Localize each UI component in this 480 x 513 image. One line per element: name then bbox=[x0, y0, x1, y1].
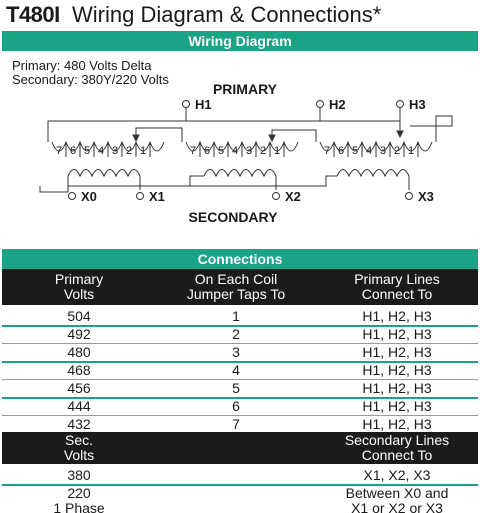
header-sec-volts bbox=[2, 433, 156, 463]
h-terminal-label: H3 bbox=[409, 97, 426, 112]
tap-number: 2 bbox=[393, 145, 401, 157]
primary-wire bbox=[136, 128, 182, 142]
tap-number: 6 bbox=[69, 145, 77, 157]
header-secondary-lines bbox=[316, 433, 478, 463]
header-line: On Each Coil bbox=[194, 271, 278, 287]
terminal-circle bbox=[183, 101, 190, 108]
arrow-head bbox=[269, 135, 275, 141]
table-row bbox=[2, 415, 478, 433]
primary-table-header bbox=[2, 269, 478, 305]
header-line: Sec. bbox=[64, 432, 93, 448]
table-row bbox=[2, 379, 478, 397]
terminal-circle bbox=[137, 193, 144, 200]
cell-line: X1 or X2 or X3 bbox=[351, 500, 443, 513]
h-terminal-label: H1 bbox=[195, 97, 212, 112]
x-terminal-label: X0 bbox=[81, 189, 97, 204]
title-text: Wiring Diagram & Connections* bbox=[72, 2, 382, 27]
table-cell: 444 bbox=[67, 397, 91, 414]
header-line: Connect To bbox=[361, 286, 433, 302]
table-cell: 2 bbox=[232, 325, 240, 342]
table-cell: 5 bbox=[232, 379, 240, 396]
header-primary-lines bbox=[316, 272, 478, 302]
primary-wire bbox=[272, 130, 316, 142]
table-cell: 456 bbox=[67, 379, 91, 396]
arrow-head bbox=[133, 135, 139, 141]
table-cell: H1, H2, H3 bbox=[362, 325, 432, 342]
secondary-label: SECONDARY bbox=[188, 209, 278, 225]
primary-wire bbox=[48, 121, 400, 142]
terminal-circle bbox=[273, 193, 280, 200]
table-cell: 468 bbox=[67, 361, 91, 378]
tap-number: 4 bbox=[365, 145, 373, 157]
table-cell bbox=[316, 486, 478, 513]
table-cell: H1, H2, H3 bbox=[362, 397, 432, 414]
table-cell bbox=[316, 468, 478, 483]
tap-number: 2 bbox=[259, 145, 267, 157]
tap-number: 6 bbox=[203, 145, 211, 157]
tap-number: 4 bbox=[231, 145, 239, 157]
table-row bbox=[2, 466, 478, 484]
secondary-table-header bbox=[2, 432, 478, 464]
wiring-diagram-header: Wiring Diagram bbox=[2, 31, 478, 51]
primary-label: PRIMARY bbox=[212, 81, 278, 97]
table-cell: 432 bbox=[67, 415, 91, 432]
table-cell: 7 bbox=[232, 415, 240, 432]
h-terminal-label: H2 bbox=[329, 97, 346, 112]
table-cell: H1, H2, H3 bbox=[362, 361, 432, 378]
secondary-coil bbox=[204, 170, 276, 177]
tap-number: 1 bbox=[139, 145, 147, 157]
table-row bbox=[2, 361, 478, 379]
x-terminal-label: X1 bbox=[149, 189, 165, 204]
cell-line: 380 bbox=[67, 466, 91, 483]
connections-header: Connections bbox=[2, 249, 478, 269]
header-primary-volts bbox=[2, 272, 156, 302]
secondary-coil bbox=[68, 170, 140, 177]
tap-number: 1 bbox=[273, 145, 281, 157]
header-line: Volts bbox=[63, 447, 95, 463]
table-cell: 6 bbox=[232, 397, 240, 414]
header-line: Secondary Lines bbox=[344, 432, 450, 448]
secondary-wire bbox=[40, 176, 68, 192]
table-row bbox=[2, 397, 478, 415]
x-terminal-label: X2 bbox=[285, 189, 301, 204]
table-cell bbox=[2, 486, 156, 513]
tap-number: 6 bbox=[337, 145, 345, 157]
cell-line: X1, X2, X3 bbox=[363, 466, 431, 483]
terminal-circle bbox=[317, 101, 324, 108]
terminal-circle bbox=[69, 193, 76, 200]
arrow-head bbox=[397, 131, 403, 137]
tap-number: 3 bbox=[245, 145, 253, 157]
secondary-wire bbox=[190, 176, 337, 186]
secondary-coil bbox=[337, 170, 409, 177]
tap-number: 3 bbox=[379, 145, 387, 157]
header-line: Connect To bbox=[361, 447, 433, 463]
table-row bbox=[2, 325, 478, 343]
table-cell: 1 bbox=[232, 307, 240, 324]
primary-spec: Primary: 480 Volts Delta bbox=[12, 58, 152, 73]
header-line: Volts bbox=[63, 286, 95, 302]
x-terminal-label: X3 bbox=[418, 189, 434, 204]
table-cell: 480 bbox=[67, 343, 91, 360]
tap-number: 1 bbox=[407, 145, 415, 157]
secondary-wire bbox=[68, 176, 204, 186]
table-cell: 3 bbox=[232, 343, 240, 360]
table-cell: 492 bbox=[67, 325, 91, 342]
table-cell: 4 bbox=[232, 361, 240, 378]
tap-number: 7 bbox=[189, 145, 197, 157]
table-row bbox=[2, 307, 478, 325]
tap-number: 3 bbox=[111, 145, 119, 157]
tap-number: 5 bbox=[351, 145, 359, 157]
table-cell bbox=[2, 468, 156, 483]
header-jumper-taps bbox=[156, 272, 316, 302]
cell-line: 220 bbox=[67, 485, 91, 501]
tap-number: 2 bbox=[125, 145, 133, 157]
primary-wire bbox=[410, 116, 452, 142]
cell-line: Between X0 and bbox=[345, 485, 449, 501]
header-line: Primary Lines bbox=[354, 271, 440, 287]
tap-number: 7 bbox=[55, 145, 63, 157]
model-number: T480I bbox=[6, 2, 60, 27]
table-row bbox=[2, 343, 478, 361]
cell-line: 1 Phase bbox=[53, 500, 105, 513]
wiring-diagram bbox=[0, 0, 480, 245]
secondary-spec: Secondary: 380Y/220 Volts bbox=[12, 72, 169, 87]
tap-number: 4 bbox=[97, 145, 105, 157]
tap-number: 5 bbox=[217, 145, 225, 157]
table-cell: 504 bbox=[67, 307, 91, 324]
header-line: Primary bbox=[54, 271, 104, 287]
tap-number: 5 bbox=[83, 145, 91, 157]
terminal-circle bbox=[397, 101, 404, 108]
tap-number: 7 bbox=[323, 145, 331, 157]
table-row bbox=[2, 486, 478, 513]
table-cell: H1, H2, H3 bbox=[362, 379, 432, 396]
table-cell: H1, H2, H3 bbox=[362, 415, 432, 432]
terminal-circle bbox=[406, 193, 413, 200]
table-cell: H1, H2, H3 bbox=[362, 343, 432, 360]
header-line: Jumper Taps To bbox=[186, 286, 286, 302]
table-cell: H1, H2, H3 bbox=[362, 307, 432, 324]
